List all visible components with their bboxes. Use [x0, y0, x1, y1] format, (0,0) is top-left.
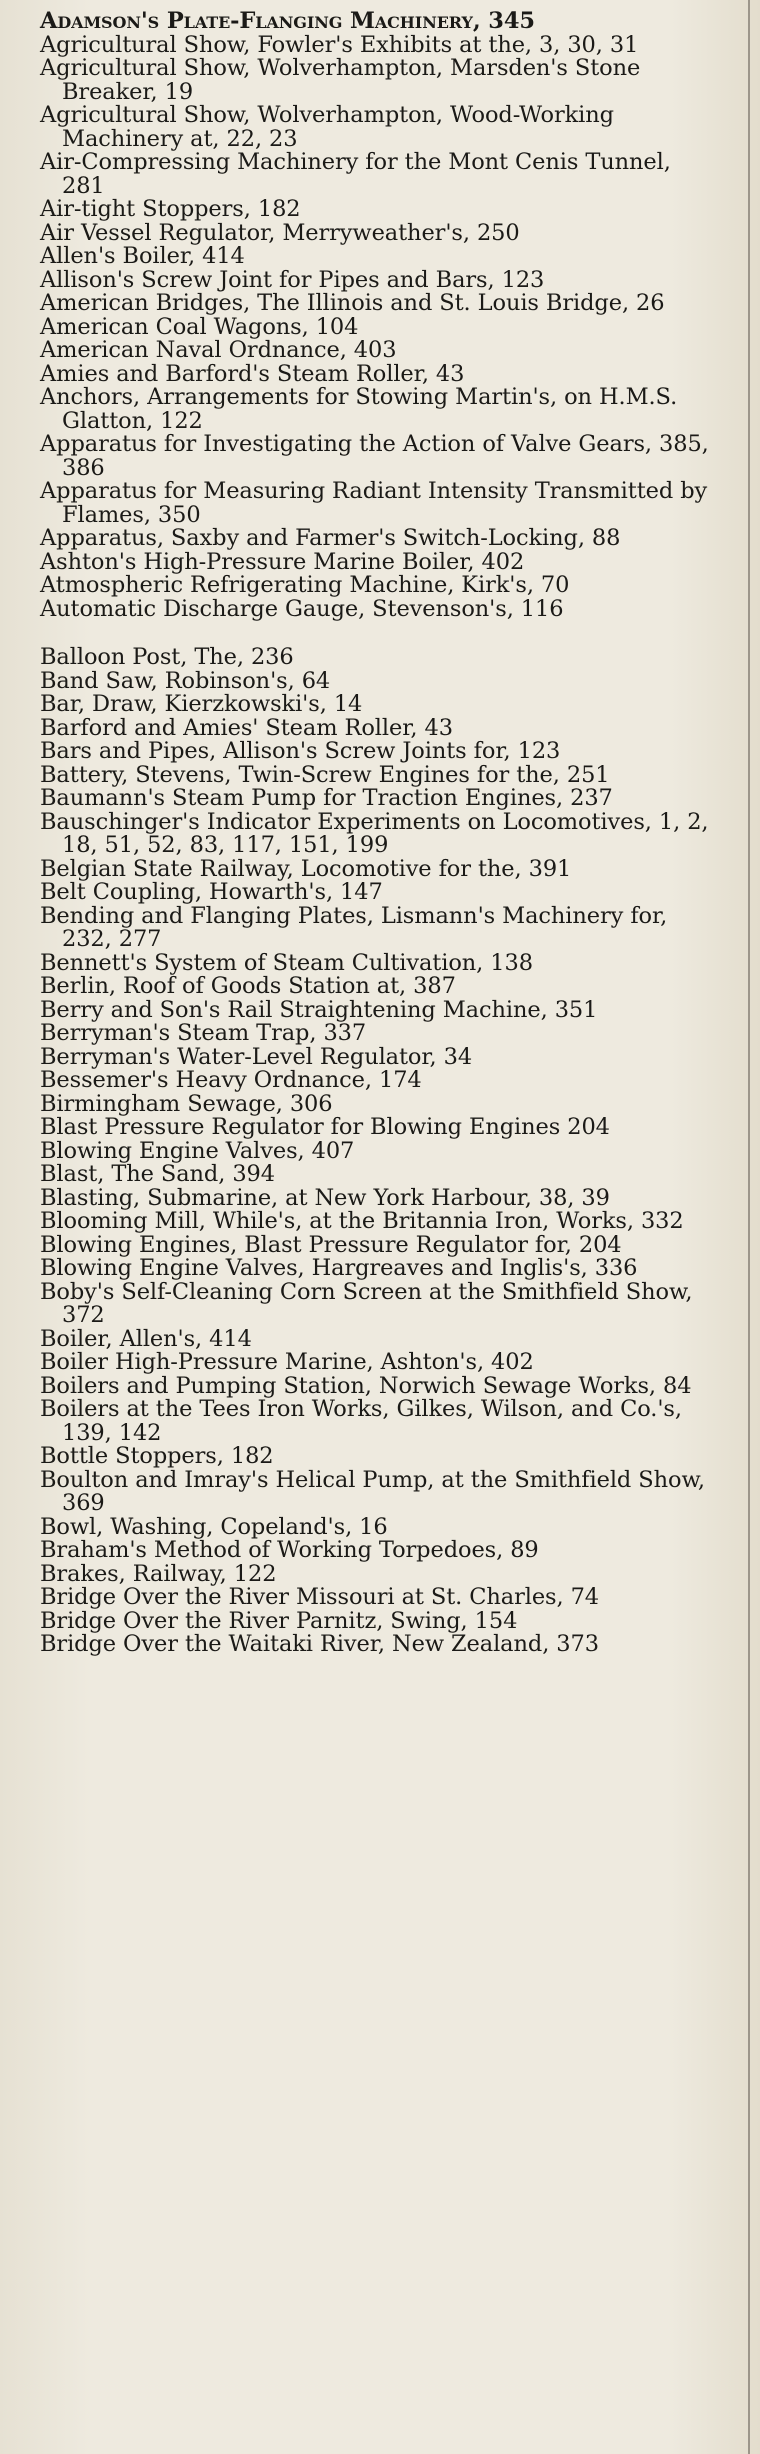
index-entry: Brakes, Railway, 122: [40, 1560, 277, 1587]
index-entry: [40, 10, 720, 34]
index-entry: Bessemer's Heavy Ordnance, 174: [40, 1067, 422, 1093]
index-section-a: [40, 10, 720, 621]
index-entry: Boilers at the Tees Iron Works, Gilkes, Wilson, and Co.'s, 139, 142: [40, 1396, 682, 1446]
index-entry: Boulton and Imray's Helical Pump, at the Smithfield Show, 369: [40, 1466, 705, 1516]
index-entry: Birmingham Sewage, 306: [40, 1090, 333, 1117]
column-rule: [748, 0, 750, 2454]
index-entry: Blooming Mill, While's, at the Britannia Iron, Works, 332: [40, 1208, 684, 1234]
index-entry: Belt Coupling, Howarth's, 147: [40, 879, 383, 905]
index-entry: Atmospheric Refrigerating Machine, Kirk's, 70: [40, 572, 570, 598]
index-entry: Air Vessel Regulator, Merryweather's, 250: [40, 219, 520, 246]
index-entry: Band Saw, Robinson's, 64: [40, 667, 331, 694]
index-entry: Bennett's System of Steam Cultivation, 138: [40, 949, 533, 976]
index-entry: Blowing Engine Valves, Hargreaves and Inglis's, 336: [40, 1255, 638, 1281]
index-entry: American Bridges, The Illinois and St. Louis Bridge, 26: [40, 290, 665, 316]
index-entry: Belgian State Railway, Locomotive for the, 391: [40, 855, 572, 882]
index-entry: Boiler, Allen's, 414: [40, 1325, 252, 1352]
index-entry: Automatic Discharge Gauge, Stevenson's, 116: [40, 595, 564, 622]
index-entry: Air-Compressing Machinery for the Mont Cenis Tunnel, 281: [40, 149, 671, 199]
index-entry: Air-tight Stoppers, 182: [40, 196, 301, 222]
index-entry: Boilers and Pumping Station, Norwich Sewage Works, 84: [40, 1372, 692, 1399]
index-entry: American Coal Wagons, 104: [40, 313, 359, 340]
index-entry: Bridge Over the Waitaki River, New Zealand, 373: [40, 1631, 599, 1657]
index-entry: Berryman's Steam Trap, 337: [40, 1020, 367, 1046]
index-entry: Agricultural Show, Wolverhampton, Marsden's Stone Breaker, 19: [40, 55, 641, 105]
index-entry: American Naval Ordnance, 403: [40, 337, 397, 363]
index-entry: Bars and Pipes, Allison's Screw Joints for, 123: [40, 738, 561, 764]
index-section-b: [40, 646, 720, 1657]
index-entry: Balloon Post, The, 236: [40, 644, 294, 670]
section-gap: [40, 621, 720, 646]
index-entry: Berlin, Roof of Goods Station at, 387: [40, 973, 456, 999]
index-entry: Apparatus for Measuring Radiant Intensity Transmitted by Flames, 350: [40, 478, 708, 528]
index-entry: Braham's Method of Working Torpedoes, 89: [40, 1537, 539, 1563]
index-entry: Bottle Stoppers, 182: [40, 1443, 274, 1469]
index-entry-text: damson's Plate-Flanging Machinery, 345: [57, 8, 535, 34]
index-entry: Boiler High-Pressure Marine, Ashton's, 402: [40, 1349, 534, 1375]
index-entry: Ashton's High-Pressure Marine Boiler, 402: [40, 548, 525, 575]
lead-initial: A: [40, 8, 58, 34]
index-entry: Berryman's Water-Level Regulator, 34: [40, 1043, 473, 1070]
index-entry: Blowing Engines, Blast Pressure Regulator for, 204: [40, 1231, 622, 1258]
index-entry: Baumann's Steam Pump for Traction Engines, 237: [40, 785, 613, 811]
index-entry: Boby's Self-Cleaning Corn Screen at the Smithfield Show, 372: [40, 1278, 693, 1328]
index-entry: Blast Pressure Regulator for Blowing Engines 204: [40, 1114, 610, 1140]
index-entry: Agricultural Show, Wolverhampton, Wood-Working Machinery at, 22, 23: [40, 102, 614, 152]
index-entry: Barford and Amies' Steam Roller, 43: [40, 714, 453, 741]
index-entry: Allen's Boiler, 414: [40, 243, 245, 269]
index-entry: Amies and Barford's Steam Roller, 43: [40, 360, 465, 387]
index-entry: Blasting, Submarine, at New York Harbour, 38, 39: [40, 1184, 610, 1211]
index-entry: Bauschinger's Indicator Experiments on Locomotives, 1, 2, 18, 51, 52, 83, 117, 151, 199: [40, 808, 709, 858]
index-entry: Berry and Son's Rail Straightening Machine, 351: [40, 996, 598, 1023]
index-entry: Bowl, Washing, Copeland's, 16: [40, 1513, 388, 1540]
index-entry: Agricultural Show, Fowler's Exhibits at the, 3, 30, 31: [40, 31, 639, 58]
index-entry: Bending and Flanging Plates, Lismann's Machinery for, 232, 277: [40, 902, 668, 952]
index-entry: Bar, Draw, Kierzkowski's, 14: [40, 691, 363, 717]
index-entry: Apparatus for Investigating the Action of Valve Gears, 385, 386: [40, 431, 709, 481]
index-entry: Blast, The Sand, 394: [40, 1161, 275, 1187]
index-entry: Blowing Engine Valves, 407: [40, 1137, 355, 1164]
index-entry: Allison's Screw Joint for Pipes and Bars, 123: [40, 266, 545, 293]
index-entry: Anchors, Arrangements for Stowing Martin's, on H.M.S. Glatton, 122: [40, 384, 678, 434]
index-entry: Bridge Over the River Parnitz, Swing, 154: [40, 1607, 518, 1634]
index-entry: Battery, Stevens, Twin-Screw Engines for the, 251: [40, 761, 610, 788]
index-entry: Apparatus, Saxby and Farmer's Switch-Locking, 88: [40, 525, 621, 551]
index-entry: Bridge Over the River Missouri at St. Charles, 74: [40, 1584, 600, 1610]
